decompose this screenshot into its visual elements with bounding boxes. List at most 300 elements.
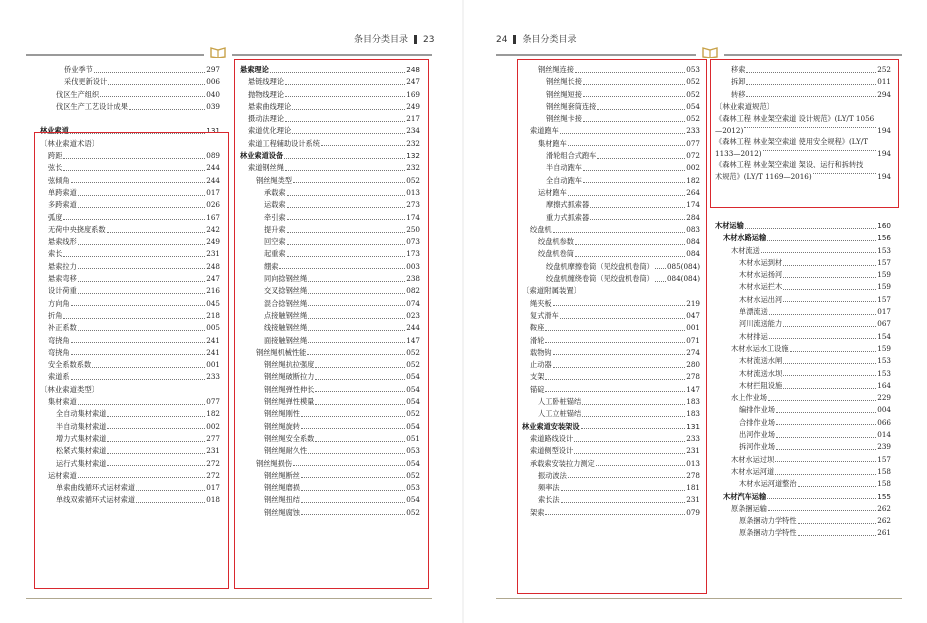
entry-page: 051: [406, 433, 420, 443]
index-entry: [522, 138, 700, 150]
entry-page: 026: [206, 200, 220, 210]
entry-title: 转移: [731, 89, 746, 99]
leader-dots: [761, 252, 877, 253]
entry-title: 钢丝绳耐久性: [264, 446, 308, 456]
entry-page: 131: [686, 421, 700, 431]
entry-page: 249: [406, 101, 420, 111]
entry-title: 承载索安装拉力测定: [530, 458, 595, 468]
header-title: 条目分类目录: [354, 35, 409, 45]
leader-dots: [776, 412, 876, 413]
leader-dots: [783, 363, 876, 364]
leader-dots: [568, 195, 686, 196]
entry-title: 集材跑车: [538, 138, 567, 148]
entry-page: 002: [686, 163, 700, 173]
entry-title: 拆河作业场: [739, 442, 775, 452]
entry-title: 索道侧型设计: [530, 446, 574, 456]
leader-dots: [301, 490, 405, 491]
right-page-header: [496, 32, 576, 45]
entry-title: 木材汽车运输: [723, 491, 767, 501]
index-entry: [715, 245, 891, 257]
leader-dots: [776, 437, 876, 438]
entry-title: 悬索弯移: [48, 274, 77, 284]
entry-page: 154: [877, 331, 891, 341]
entry-page: 262: [877, 503, 891, 513]
leader-dots: [769, 338, 877, 339]
entry-page: 216: [206, 286, 220, 296]
entry-page: 272: [206, 458, 220, 468]
index-entry: [715, 368, 891, 380]
entry-title: 《森林工程 林业架空索道 使用安全规程》(LY/T: [715, 137, 869, 147]
footer-rule: [496, 598, 902, 599]
leader-dots: [301, 416, 405, 417]
index-entry: [240, 507, 420, 519]
index-entry: [715, 306, 891, 318]
entry-page: 085(084): [666, 261, 700, 271]
entry-title: 钢丝绳扭结: [264, 495, 300, 505]
entry-page: 153: [877, 356, 891, 366]
entry-page: 217: [406, 114, 420, 124]
entry-page: 052: [406, 347, 420, 357]
entry-page: 054: [406, 495, 420, 505]
entry-page: 277: [206, 433, 220, 443]
entry-page: 248: [406, 65, 420, 74]
entry-title: 悬索拉力: [48, 261, 77, 271]
entry-page: 264: [686, 187, 700, 197]
index-entry: [240, 224, 420, 236]
leader-dots: [655, 281, 666, 282]
entry-title: 木材水运到材: [739, 257, 783, 267]
leader-dots: [279, 268, 405, 269]
leader-dots: [270, 72, 406, 73]
leader-dots: [583, 170, 685, 171]
leader-dots: [545, 379, 685, 380]
index-entry: [522, 261, 700, 273]
index-entry: [240, 482, 420, 494]
leader-dots: [581, 428, 686, 429]
header-page-number: 23: [423, 35, 435, 45]
entry-title: 运行式集材索道: [56, 458, 107, 468]
leader-dots: [568, 477, 686, 478]
entry-page: 174: [406, 212, 420, 222]
entry-page: 232: [406, 163, 420, 173]
entry-title: 合排作业场: [739, 417, 775, 427]
leader-dots: [545, 342, 685, 343]
leader-dots: [775, 461, 876, 462]
index-entry: [240, 384, 420, 396]
entry-page: 274: [686, 347, 700, 357]
index-entry: [522, 458, 700, 470]
index-entry: [240, 261, 420, 273]
entry-title: 全自动跑车: [546, 175, 582, 185]
index-entry: [715, 101, 891, 113]
leader-dots: [287, 256, 406, 257]
index-entry: [522, 421, 700, 433]
index-entry: [240, 322, 420, 334]
index-entry: [240, 335, 420, 347]
entry-page: 147: [406, 335, 420, 345]
entry-page: 278: [686, 372, 700, 382]
entry-title: 鞍座: [530, 323, 545, 333]
index-entry: [715, 89, 891, 101]
entry-page: 231: [686, 446, 700, 456]
entry-page: 023: [406, 310, 420, 320]
leader-dots: [561, 490, 686, 491]
left-page-header: [354, 32, 434, 45]
leader-dots: [308, 330, 405, 331]
entry-title: 木材水运拦木: [739, 282, 783, 292]
entry-page: 183: [686, 397, 700, 407]
entry-page: 005: [206, 323, 220, 333]
leader-dots: [746, 72, 876, 73]
index-entry: [240, 494, 420, 506]
leader-dots: [293, 465, 405, 466]
leader-dots: [574, 453, 685, 454]
entry-page: 194: [877, 171, 891, 181]
leader-dots: [775, 474, 876, 475]
index-entry: [522, 433, 700, 445]
entry-title: 弯挠角: [48, 335, 70, 345]
leader-dots: [545, 330, 685, 331]
entry-page: 072: [686, 151, 700, 161]
entry-title: 索道工程辅助设计系统: [248, 138, 320, 148]
entry-title: 单漂流送: [739, 307, 768, 317]
index-entry: [715, 136, 891, 159]
index-entry: [715, 76, 891, 88]
entry-page: 229: [877, 393, 891, 403]
entry-title: 止动器: [530, 360, 552, 370]
index-entry: [522, 236, 700, 248]
leader-dots: [798, 523, 877, 524]
index-entry: [240, 199, 420, 211]
leader-dots: [287, 244, 406, 245]
entry-title: 木材水运扬河: [739, 270, 783, 280]
entry-page: 252: [877, 65, 891, 74]
entry-title: 原条捆动力学特性: [739, 528, 797, 538]
leader-dots: [582, 404, 685, 405]
leader-dots: [315, 367, 405, 368]
entry-title: 索道钢丝绳: [248, 163, 284, 173]
entry-title: 支架: [530, 372, 545, 382]
entry-page: 004: [877, 405, 891, 415]
leader-dots: [597, 158, 685, 159]
index-column-1: [522, 64, 700, 519]
entry-title: 木材流送: [731, 245, 760, 255]
book-icon: [210, 46, 226, 58]
index-entry: [240, 248, 420, 260]
index-entry: [240, 347, 420, 359]
entry-title: 钢丝绳短接: [546, 89, 582, 99]
leader-dots: [321, 145, 405, 146]
leader-dots: [315, 441, 405, 442]
entry-page: 273: [406, 200, 420, 210]
entry-page: 239: [877, 442, 891, 452]
entry-title: 木材水运河道: [731, 466, 775, 476]
leader-dots: [790, 351, 877, 352]
entry-title: 绞盘机卷筒: [538, 249, 574, 259]
leader-dots: [655, 268, 666, 269]
entry-title: 抛物线理论: [248, 89, 284, 99]
index-entry: [240, 175, 420, 187]
index-entry: [240, 125, 420, 137]
index-entry: [240, 371, 420, 383]
book-icon: [702, 46, 718, 58]
entry-page: 231: [206, 446, 220, 456]
entry-title: 钢丝绳旋转: [264, 421, 300, 431]
index-entry: [522, 310, 700, 322]
entry-page: 066: [877, 417, 891, 427]
entry-page: 248: [206, 261, 220, 271]
index-entry: [522, 494, 700, 506]
entry-title: 钢丝绳套筒连接: [546, 101, 597, 111]
entry-title: 〔索道附属装置〕: [522, 286, 582, 296]
entry-line: [715, 136, 891, 148]
entry-title: 全自动集材索道: [56, 409, 107, 419]
index-entry: [240, 273, 420, 285]
entry-title: 绳夹板: [530, 298, 552, 308]
entry-page: 077: [686, 138, 700, 148]
index-entry: [522, 285, 700, 297]
index-column-2: [715, 220, 891, 540]
leader-dots: [783, 265, 876, 266]
entry-page: 182: [686, 175, 700, 185]
entry-page: 194: [877, 125, 891, 135]
entry-page: 132: [406, 151, 420, 161]
leader-dots: [582, 416, 685, 417]
entry-title: 拆卸: [731, 77, 746, 87]
index-entry: [240, 458, 420, 470]
entry-title: 绷索: [264, 261, 279, 271]
index-entry: [40, 89, 220, 101]
entry-title: 伐区生产组织: [56, 89, 100, 99]
leader-dots: [292, 133, 405, 134]
leader-dots: [575, 256, 685, 257]
entry-page: 082: [406, 286, 420, 296]
entry-page: 181: [686, 483, 700, 493]
leader-dots: [545, 391, 685, 392]
entry-title: 钢丝绳断丝: [264, 470, 300, 480]
entry-page: 052: [406, 409, 420, 419]
leader-dots: [285, 96, 405, 97]
leader-dots: [769, 314, 877, 315]
index-entry: [715, 454, 891, 466]
entry-page: 054: [406, 458, 420, 468]
entry-page: 013: [686, 458, 700, 468]
entry-title: 集材索道: [48, 397, 77, 407]
entry-title: 移索: [731, 65, 746, 74]
entry-page: 244: [406, 323, 420, 333]
entry-title: 钢丝绳连接: [538, 65, 574, 74]
header-rule: [26, 54, 204, 56]
leader-dots: [767, 498, 876, 499]
index-entry: [240, 162, 420, 174]
leader-dots: [129, 109, 205, 110]
index-entry: [240, 89, 420, 101]
entry-title: 水上作业场: [731, 393, 767, 403]
leader-dots: [575, 72, 685, 73]
index-entry: [522, 371, 700, 383]
entry-page: 047: [686, 310, 700, 320]
entry-page: 011: [877, 77, 891, 87]
leader-dots: [745, 228, 877, 229]
entry-title: 弦长: [48, 163, 63, 173]
header-rule: [232, 54, 432, 56]
entry-title: 设计荷重: [48, 286, 77, 296]
entry-title: 钢丝绳弹性伸长: [264, 384, 315, 394]
entry-page: 247: [206, 274, 220, 284]
entry-title: 线接触钢丝绳: [264, 323, 308, 333]
entry-line: [715, 148, 891, 160]
entry-title: 安全系数系数: [48, 360, 92, 370]
entry-page: 053: [686, 65, 700, 74]
entry-page: 084(084): [666, 274, 700, 284]
entry-page: 053: [406, 446, 420, 456]
entry-title: 木材水运过坝: [731, 454, 775, 464]
entry-page: 238: [406, 274, 420, 284]
index-entry: [240, 408, 420, 420]
leader-dots: [763, 150, 877, 151]
entry-page: 013: [406, 187, 420, 197]
leader-dots: [813, 173, 877, 174]
index-entry: [522, 384, 700, 396]
leader-dots: [583, 96, 685, 97]
entry-page: 231: [206, 249, 220, 259]
entry-title: 载物钩: [530, 347, 552, 357]
entry-title: 绞盘机: [530, 224, 552, 234]
entry-page: 262: [877, 516, 891, 526]
leader-dots: [561, 502, 686, 503]
entry-page: 241: [206, 347, 220, 357]
entry-title: 索道跑车: [530, 126, 559, 136]
footer-rule: [26, 598, 432, 599]
entry-title: 重力式抓索器: [546, 212, 590, 222]
leader-dots: [293, 182, 405, 183]
header-title: 条目分类目录: [522, 35, 577, 45]
entry-title: 侨业季节: [64, 65, 93, 74]
index-entry: [715, 503, 891, 515]
index-entry: [522, 89, 700, 101]
leader-dots: [798, 535, 877, 536]
leader-dots: [287, 207, 406, 208]
entry-title: 伐区生产工艺设计成果: [56, 101, 128, 111]
entry-title: 同向捻钢丝绳: [264, 274, 308, 284]
index-entry: [715, 113, 891, 136]
entry-title: 索道系: [48, 372, 70, 382]
index-entry: [522, 199, 700, 211]
entry-title: 钢丝绳破断拉力: [264, 372, 315, 382]
entry-title: 多跨索道: [48, 200, 77, 210]
entry-title: 补正系数: [48, 323, 77, 333]
entry-title: 锚碇: [530, 384, 545, 394]
index-entry: [522, 322, 700, 334]
entry-page: 040: [206, 89, 220, 99]
index-entry: [240, 445, 420, 457]
entry-page: 183: [686, 409, 700, 419]
entry-page: 297: [206, 65, 220, 74]
entry-title-cont: —2012): [715, 125, 744, 135]
leader-dots: [545, 514, 685, 515]
entry-page: 074: [406, 298, 420, 308]
entry-page: 232: [406, 138, 420, 148]
index-entry: [715, 318, 891, 330]
entry-title: 钢丝绳机械性能: [256, 347, 307, 357]
index-entry: [715, 491, 891, 503]
header-rule: [496, 54, 696, 56]
index-entry: [240, 101, 420, 113]
leader-dots: [287, 232, 406, 233]
entry-page: 247: [406, 77, 420, 87]
entry-title: 单跨索道: [48, 187, 77, 197]
entry-title: 频率法: [538, 483, 560, 493]
entry-page: 073: [406, 237, 420, 247]
entry-title: 绞盘机缠绕卷筒（见绞盘机卷筒）: [546, 274, 654, 284]
index-entry: [240, 138, 420, 150]
leader-dots: [575, 244, 685, 245]
leader-dots: [560, 318, 686, 319]
entry-page: 045: [206, 298, 220, 308]
entry-title: 编排作业场: [739, 405, 775, 415]
entry-title: 摩擦式抓索器: [546, 200, 590, 210]
entry-page: 233: [206, 372, 220, 382]
entry-page: 157: [877, 454, 891, 464]
index-entry: [240, 187, 420, 199]
leader-dots: [308, 293, 405, 294]
entry-title: 折角: [48, 310, 63, 320]
leader-dots: [776, 424, 876, 425]
entry-page: 054: [406, 397, 420, 407]
entry-title: 交叉捻钢丝绳: [264, 286, 308, 296]
entry-title: 摄动法理论: [248, 114, 284, 124]
entry-page: 182: [206, 409, 220, 419]
entry-page: 083: [686, 224, 700, 234]
entry-title: 林业索道设备: [240, 151, 284, 161]
index-entry: [715, 269, 891, 281]
index-entry: [715, 417, 891, 429]
index-entry: [522, 64, 700, 76]
leader-dots: [292, 109, 405, 110]
entry-page: 159: [877, 282, 891, 292]
entry-title: 半自动跑车: [546, 163, 582, 173]
entry-page: 280: [686, 360, 700, 370]
entry-title: 松紧式集材索道: [56, 446, 107, 456]
entry-page: 244: [206, 175, 220, 185]
entry-title: 单线双索循环式运材索道: [56, 495, 136, 505]
leader-dots: [100, 96, 205, 97]
entry-page: 001: [206, 360, 220, 370]
leader-dots: [287, 195, 406, 196]
leader-dots: [560, 133, 686, 134]
entry-title: 绞盘机摩擦卷筒（见绞盘机卷筒）: [546, 261, 654, 271]
index-entry: [715, 441, 891, 453]
leader-dots: [315, 379, 405, 380]
leader-dots: [315, 391, 405, 392]
entry-title: 弦倾角: [48, 175, 70, 185]
entry-page: 052: [686, 77, 700, 87]
entry-page: 053: [406, 483, 420, 493]
entry-title: 钢丝绳类型: [256, 175, 292, 185]
entry-line: [715, 113, 891, 125]
entry-title: 木材流送水坝: [739, 368, 783, 378]
leader-dots: [568, 145, 686, 146]
leader-dots: [783, 289, 876, 290]
entry-page: 054: [406, 421, 420, 431]
entry-title: 钢丝绳损伤: [256, 458, 292, 468]
index-entry: [522, 212, 700, 224]
index-entry: [522, 76, 700, 88]
leader-dots: [285, 84, 405, 85]
leader-dots: [583, 182, 685, 183]
index-entry: [240, 76, 420, 88]
entry-page: 131: [206, 126, 220, 136]
